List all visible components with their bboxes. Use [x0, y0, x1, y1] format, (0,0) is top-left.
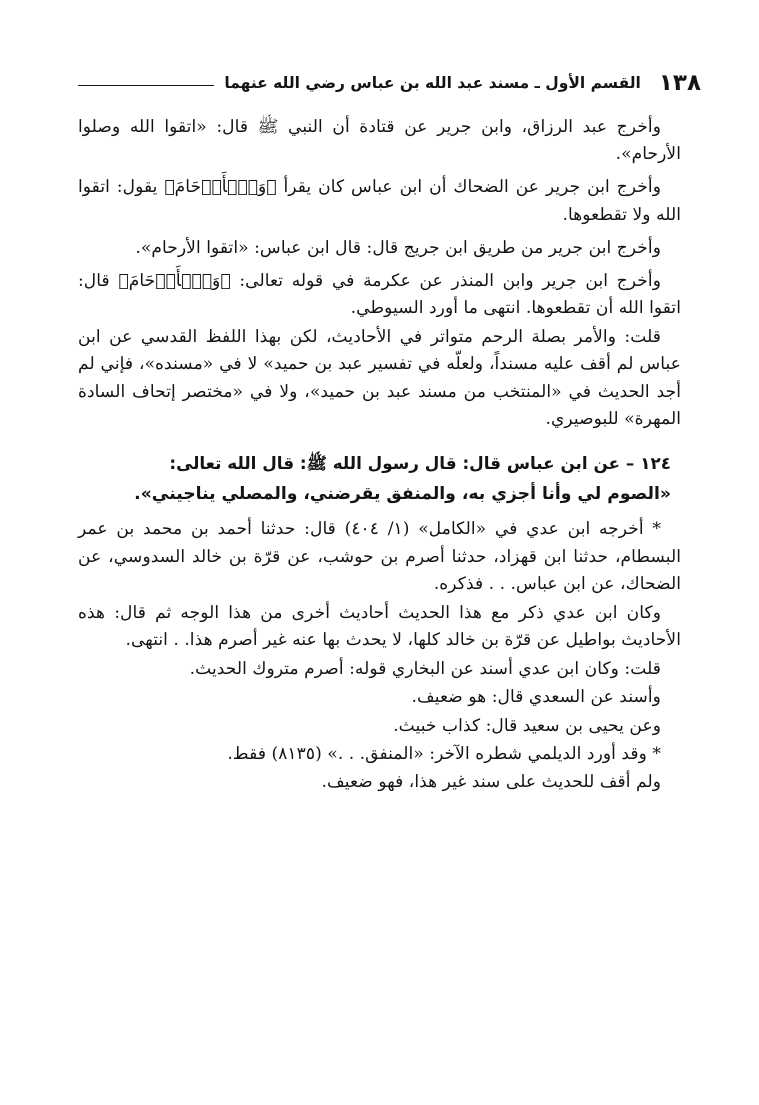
note-saadi: وأسند عن السعدي قال: هو ضعيف.	[411, 687, 661, 708]
paragraph-ikrimah: وأخرج ابن جرير وابن المنذر عن عكرمة في قوله تعالى: ﴿وَٱلۡأَرۡحَامَ﴾ قال: اتقوا الله أن تقطعوها. انتهى ما أورد السيوطي.	[78, 270, 681, 319]
page-body	[78, 114, 681, 797]
paragraph-ibn-adi: وكان ابن عدي ذكر مع هذا الحديث أحاديث أخرى من هذا الوجه ثم قال: هذه الأحاديث بواطيل عن قرّة بن خالد كلها، لا يحدث بها عنه غير أصرم هذا. . انتهى.	[78, 602, 681, 651]
paragraph-qultu: قلت: والأمر بصلة الرحم متواتر في الأحاديث، لكن بهذا اللفظ القدسي عن ابن عباس لم أقف عليه مسنداً، ولعلّه في تفسير عبد بن حميد» لا في «مسنده»، فإني لم أجد الحديث في «المنتخب من مسند عبد بن حميد»، ولا في «مختصر إتحاف السادة المهرة» للبوصيري.	[78, 327, 681, 429]
hadith-number: ١٢٤	[640, 452, 671, 473]
running-head: القسم الأول ـ مسند عبد الله بن عباس رضي الله عنهما	[224, 74, 641, 92]
note-bukhari: قلت: وكان ابن عدي أسند عن البخاري قوله: أصرم متروك الحديث.	[189, 659, 661, 680]
page-number: ١٣٨	[658, 70, 701, 96]
paragraph-takhrij: * أخرجه ابن عدي في «الكامل» (١/ ٤٠٤) قال: حدثنا أحمد بن محمد بن عمر البسطام، حدثنا ابن قهزاد، حدثنا أصرم بن حوشب، عن قرّة بن خالد السدوسي، عن الضحاك، عن ابن عباس. . . فذكره.	[78, 519, 681, 594]
paragraph-abdulrazzaq: وأخرج عبد الرزاق، وابن جرير عن قتادة أن النبي ﷺ قال: «اتقوا الله وصلوا الأرحام».	[78, 117, 681, 165]
paragraph-ibn-jurayj: وأخرج ابن جرير من طريق ابن جريج قال: قال ابن عباس: «اتقوا الأرحام».	[135, 237, 661, 258]
hadith-heading-text: – عن ابن عباس قال: قال رسول الله ﷺ: قال الله تعالى:	[169, 452, 635, 473]
note-conclusion: ولم أقف للحديث على سند غير هذا، فهو ضعيف.	[321, 771, 661, 792]
hadith-text: «الصوم لي وأنا أجزي به، والمنفق يقرضني، والمصلي يناجيني».	[134, 484, 671, 505]
note-daylami: * وقد أورد الديلمي شطره الآخر: «المنفق. . .» (٨١٣٥) فقط.	[227, 743, 661, 764]
paragraph-dahhak: وأخرج ابن جرير عن الضحاك أن ابن عباس كان يقرأ ﴿وَٱلۡأَرۡحَامَ﴾ يقول: اتقوا الله ولا تقطعوها.	[78, 177, 681, 225]
header-rule	[78, 85, 214, 86]
hadith-heading	[78, 449, 681, 478]
note-yahya: وعن يحيى بن سعيد قال: كذاب خبيث.	[393, 715, 661, 736]
page-header	[78, 66, 701, 100]
